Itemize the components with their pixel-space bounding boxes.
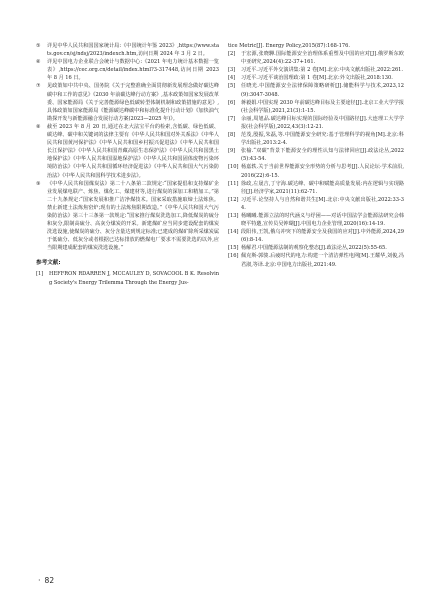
reference-item bbox=[228, 66, 404, 74]
reference-item bbox=[228, 74, 404, 82]
reference-item-text: 杨曦曦.能源立法的时代涵义与纾困——对话中国法学会能源法研究会韩晓平特邀,宣传员吴钟瑚[J].中国电力企业管理,2020(16):14-19. bbox=[241, 212, 404, 228]
reference-item-text: 张榆.“双碳”背景下能源安全的理性认知与法律回应[J].政法论丛,2022(5):43-54. bbox=[241, 148, 404, 163]
left-column bbox=[36, 42, 219, 287]
reference-item-number: [10] bbox=[228, 164, 239, 171]
reference-item-text: 杨解君.中国能源法制的观察化整态[J].政法论丛,2022(5):55-65. bbox=[241, 245, 387, 252]
footnote-text: 详见中国电力企业联合会统计与数据中心:《2021 年电力统计基本数据一览表》,https://cec.org.cn/detail/index.html?3-317448,访问日期 2023 年 8 月 16 日。 bbox=[47, 59, 219, 82]
footnote-number: ⑨ bbox=[36, 180, 41, 187]
reference-item bbox=[228, 180, 404, 196]
reference-item-text: 范茂,殷振,朱磊,等.中国能源安全研究:基于管理科学的视角[M].北京:科学出版社,2013:2-4. bbox=[241, 132, 404, 147]
reference-item-number: [1] bbox=[36, 271, 44, 278]
reference-item-number: [9] bbox=[228, 148, 236, 155]
right-column bbox=[228, 42, 404, 269]
reference-item-number: [7] bbox=[228, 115, 236, 122]
footnote bbox=[36, 42, 219, 58]
reference-item-text: 习近平.习近平外交演讲集:第 2 卷[M].北京:中央文献出版社,2022:261. bbox=[241, 67, 404, 74]
reference-item-text: 于宏源,张晓驊.国际能源安全治理体系重塑及中国的应对[J].俄罗斯东欧中亚研究,2024(4):22-37+161. bbox=[241, 51, 404, 66]
reference-item-text: HEFFRON RDARREN J, MCCAULEY D, SOVACOOL B K. Resolving Society's Energy Trilemma Through the Energy Jus- bbox=[49, 271, 219, 286]
reference-item bbox=[228, 228, 404, 244]
page-number-bullet: · bbox=[38, 576, 41, 585]
reference-item-text: 余丽,周旭品.碳达峰目标实现的国际经验及中国路径[J].大连理工大学学报(社会科学版),2022,43(3):12-21. bbox=[241, 115, 404, 130]
reference-item bbox=[228, 212, 404, 228]
reference-item bbox=[228, 252, 404, 268]
reference-item-number: [11] bbox=[228, 180, 239, 187]
references-list-left bbox=[36, 270, 219, 286]
reference-item bbox=[228, 115, 404, 131]
reference-item-number: [4] bbox=[228, 75, 236, 82]
references-list-right bbox=[228, 50, 404, 269]
reference-item bbox=[228, 244, 404, 252]
reference-item-number: [3] bbox=[228, 67, 236, 74]
footnote-text: 详见中华人民共和国国家统计局:《中国统计年鉴 2023》,https://www.stats.gov.cn/sj/ndsj/2023/indexch.htm,访问日期 2024 年 3 月 2 日。 bbox=[47, 43, 219, 58]
footnotes-list bbox=[36, 42, 219, 252]
reference-item-text: 徐政,左晟吉,丁守海.碳达峰、碳中和赋能高质量发展:内在逻辑与实现路径[J].经济学家,2021(11):62-71. bbox=[241, 180, 404, 195]
reference-continuation: tice Metric[J]. Energy Policy,2015(87):168-176. bbox=[228, 43, 350, 49]
reference-item-number: [12] bbox=[228, 196, 239, 203]
reference-item-text: 杨嘉轶.关于当前世界能源安全形势的分析与思考[J].人民论坛·学术前沿,2016(22):6-15. bbox=[241, 164, 404, 179]
page-number bbox=[38, 576, 54, 585]
reference-item bbox=[228, 196, 404, 212]
references-heading: 参考文献: bbox=[36, 260, 61, 267]
reference-item bbox=[228, 82, 404, 98]
reference-item-text: 任晓光.中国能源安全法律保障策略研析[J].储能科学与技术,2023,12(9):3047-3048. bbox=[241, 83, 404, 98]
footnote-number: ⑤ bbox=[36, 43, 41, 49]
footnote bbox=[36, 82, 219, 122]
reference-item bbox=[228, 131, 404, 147]
reference-item-text: 习近平.论坚持人与自然和谐共生[M].北京:中央文献出版社,2022:33-34. bbox=[241, 196, 404, 211]
footnote-number: ⑧ bbox=[36, 123, 41, 130]
footnote-number: ⑦ bbox=[36, 83, 41, 90]
reference-item bbox=[228, 99, 404, 115]
reference-item-number: [15] bbox=[228, 245, 239, 252]
reference-item-number: [5] bbox=[228, 83, 236, 90]
page-number-value: 82 bbox=[44, 576, 55, 585]
reference-item-text: 蒋毅娟.中国实现 2030 年前碳达峰目标及主要途径[J].北京工业大学学报(社会科学版),2021,21(3):1-15. bbox=[241, 99, 404, 114]
reference-item-text: 佩克斯-郭骏.后疲时代的电力:构建一个清洁弹性电网[M].王耀华,刘俊,冯君淑,等译.北京:中国电力出版社,2021:49. bbox=[241, 253, 404, 268]
reference-item bbox=[228, 163, 404, 179]
footnote bbox=[36, 123, 219, 180]
reference-item-number: [13] bbox=[228, 212, 239, 219]
reference-item-number: [2] bbox=[228, 51, 236, 58]
footnote-text: 见政策如中共中央、国务院《关于完整准确全面贯彻新发展理念做好碳达峰碳中和工作的意见》《2030 年前碳达峰行动方案》,基本政策如国家发展改革委、国家能源局《关于完善能源绿色低碳转型体制机制和政策措施的意见》,具体政策如国家能源局《能源碳达峰碳中和标准化提升行动计划》《加快油气勘探开发与新能源融合发展行动方案(2023—2025 年)》。 bbox=[47, 83, 219, 122]
footnote-text: 《中华人民共和国煤炭法》第二十八条第二款规定:“国家提倡和支持煤矿企业发展煤电联产、炼焦、煤化工、煤建材等,进行煤炭的深加工和精加工。”第二十九条规定:“国家发展和推广洁净煤技术。国家采取措施取缔土法炼焦。禁止新建土法炼焦窑炉;现有的土法炼焦限期改造。”《中华人民共和国大气污染防治法》第三十三条第一款规定:“国家推行煤炭洗选加工,降低煤炭的硫分和灰分,限制高硫分、高灰分煤炭的开采。新建煤矿应当同步建设配套的煤炭洗选设施,使煤炭的硫分、灰分含量达到规定标准;已建成的煤矿除所采煤炭属于低硫分、低灰分或者根据已达标排放的燃煤电厂要求不需要洗选的以外,应当限期建成配套的煤炭洗选设施。” bbox=[47, 180, 219, 252]
reference-item-number: [8] bbox=[228, 132, 236, 139]
reference-item bbox=[36, 270, 219, 286]
footnote bbox=[36, 180, 219, 253]
footnote-text: 截至 2023 年 8 月 20 日,通过在北大法宝平台的检索,含低碳、绿色低碳、碳达峰、碳中和关键词的法律主要有《中华人民共和国对外关系法》《中华人民共和国黄河保护法》《中华人民共和国乡村振兴促进法》《中华人民共和国长江保护法》《中华人民共和国青藏高原生态保护法》《中华人民共和国黑土地保护法》《中华人民共和国湿地保护法》《中华人民共和国固体废物污染环境防治法》《中华人民共和国循环经济促进法》《中华人民共和国大气污染防治法》《中华人民共和国科学技术进步法》。 bbox=[47, 123, 219, 179]
footnote bbox=[36, 58, 219, 82]
reference-item-text: 段阳伟,王凯,俄乌冲突下的能源安全及我国的应对[J].中外能源,2024,29(6):8-14. bbox=[241, 229, 404, 244]
reference-item-number: [16] bbox=[228, 253, 239, 260]
reference-item-text: 习近平.习近平谈治国理政:第 1 卷[M].北京:外文出版社,2018:130. bbox=[241, 75, 393, 82]
reference-item-number: [6] bbox=[228, 99, 236, 106]
footnote-number: ⑥ bbox=[36, 59, 41, 66]
reference-item-number: [14] bbox=[228, 229, 239, 236]
reference-item bbox=[228, 147, 404, 163]
reference-item bbox=[228, 50, 404, 66]
